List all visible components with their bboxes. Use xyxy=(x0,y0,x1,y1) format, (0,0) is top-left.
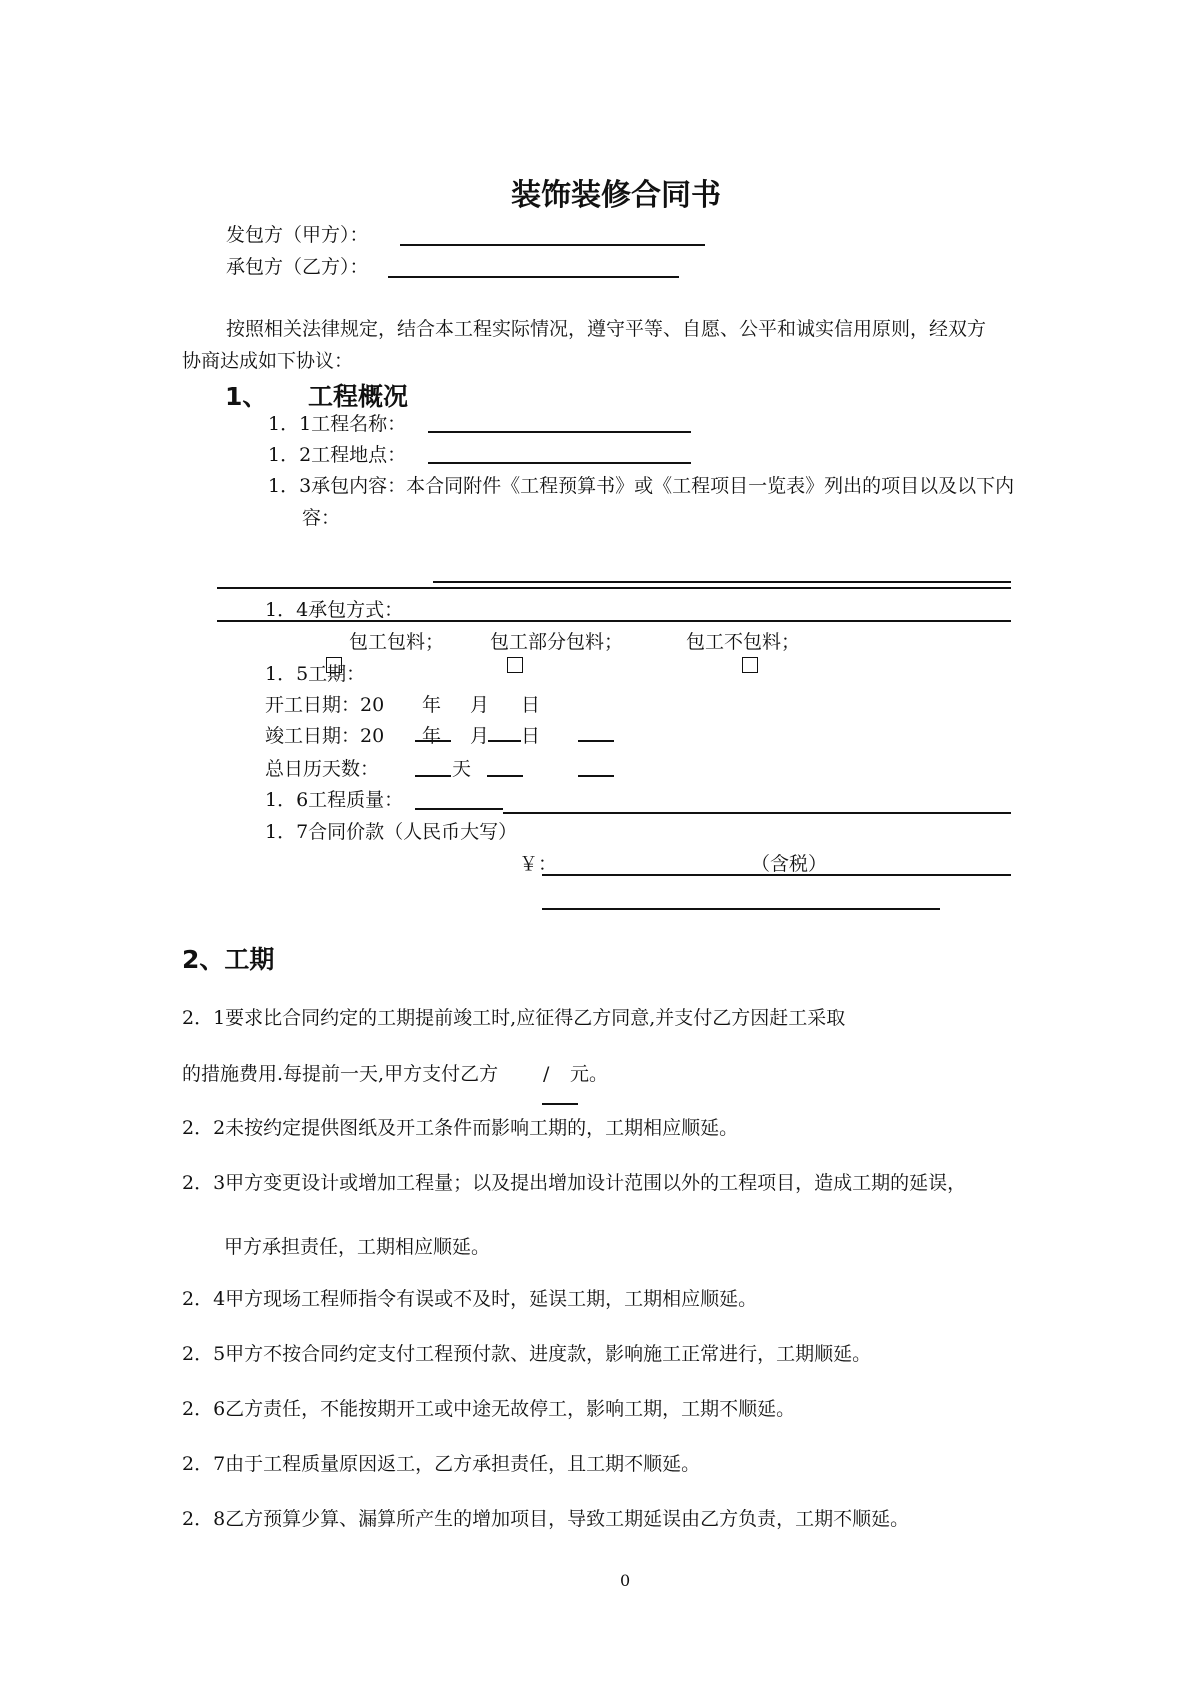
end-year-unit: 年 xyxy=(422,725,442,747)
end-year-blank[interactable] xyxy=(415,740,451,742)
option-labor-only: 包工不包料； xyxy=(686,631,801,653)
item-1-1-label: 1．1工程名称： xyxy=(268,413,407,435)
preamble-line-2: 协商达成如下协议： xyxy=(182,350,354,372)
party-a-blank[interactable] xyxy=(400,244,705,246)
item-1-3-line-2: 容： xyxy=(302,507,341,529)
item-2-4: 2．4甲方现场工程师指令有误或不及时，延误工期，工期相应顺延。 xyxy=(182,1288,758,1310)
party-b-blank[interactable] xyxy=(388,276,679,278)
yen-label: ￥： xyxy=(519,853,558,875)
section-2-heading: 2、工期 xyxy=(182,945,275,974)
quality-line xyxy=(503,812,1011,814)
item-2-3-line-1: 2．3甲方变更设计或增加工程量；以及提出增加设计范围以外的工程项目，造成工期的延误， xyxy=(182,1172,967,1194)
party-b-label: 承包方（乙方）： xyxy=(226,256,369,278)
item-2-5: 2．5甲方不按合同约定支付工程预付款、进度款，影响施工正常进行，工期顺延。 xyxy=(182,1343,872,1365)
item-2-1-unit: 元。 xyxy=(570,1063,609,1085)
preamble-line-1: 按照相关法律规定，结合本工程实际情况，遵守平等、自愿、公平和诚实信用原则，经双方 xyxy=(226,318,987,340)
item-2-3-line-2: 甲方承担责任，工期相应顺延。 xyxy=(224,1236,491,1258)
end-month-blank[interactable] xyxy=(488,740,521,742)
item-2-1-line-1: 2．1要求比合同约定的工期提前竣工时,应征得乙方同意,并支付乙方因赶工采取 xyxy=(182,1007,846,1029)
end-date-label: 竣工日期：20 xyxy=(265,725,385,747)
section-1-number: 1、 xyxy=(225,382,268,411)
end-month-unit: 月 xyxy=(470,725,490,747)
total-days-label: 总日历天数： xyxy=(265,758,380,780)
advance-amount-blank[interactable] xyxy=(542,1103,578,1105)
total-days-unit: 天 xyxy=(452,758,472,780)
option-labor-and-materials: 包工包料； xyxy=(349,631,445,653)
option-labor-partial-materials: 包工部分包料； xyxy=(490,631,624,653)
contract-scope-blank-2[interactable] xyxy=(217,587,1011,589)
page-title: 装饰装修合同书 xyxy=(511,178,721,213)
total-days-blank-3[interactable] xyxy=(578,775,614,777)
item-1-7-label: 1．7合同价款（人民币大写） xyxy=(265,821,518,843)
item-2-2: 2．2未按约定提供图纸及开工条件而影响工期的，工期相应顺延。 xyxy=(182,1117,739,1139)
item-2-7: 2．7由于工程质量原因返工，乙方承担责任，且工期不顺延。 xyxy=(182,1453,701,1475)
end-extra-blank[interactable] xyxy=(578,740,614,742)
item-2-6: 2．6乙方责任，不能按期开工或中途无故停工，影响工期，工期不顺延。 xyxy=(182,1398,796,1420)
start-day-unit: 日 xyxy=(521,694,541,716)
contract-method-line xyxy=(217,620,1011,622)
quality-blank[interactable] xyxy=(415,808,503,810)
item-1-6-label: 1．6工程质量： xyxy=(265,789,404,811)
item-1-2-label: 1．2工程地点： xyxy=(268,444,407,466)
item-2-1-amount: / xyxy=(543,1063,550,1085)
item-1-3-line-1: 1．3承包内容：本合同附件《工程预算书》或《工程项目一览表》列出的项目以及以下内 xyxy=(268,475,1015,497)
total-days-blank[interactable] xyxy=(415,775,451,777)
start-date-label: 开工日期：20 xyxy=(265,694,385,716)
item-2-8: 2．8乙方预算少算、漏算所产生的增加项目，导致工期延误由乙方负责，工期不顺延。 xyxy=(182,1508,910,1530)
total-days-blank-2[interactable] xyxy=(487,775,523,777)
contract-price-words-blank[interactable] xyxy=(542,908,940,910)
project-location-blank[interactable] xyxy=(428,462,691,464)
item-1-4-label: 1．4承包方式： xyxy=(265,599,404,621)
page-number: 0 xyxy=(620,1571,631,1590)
checkbox-labor-partial-materials[interactable] xyxy=(507,657,523,673)
contract-price-blank[interactable] xyxy=(542,874,1011,876)
tax-included-label: （含税） xyxy=(751,853,828,875)
party-a-label: 发包方（甲方）： xyxy=(226,224,369,246)
section-1-title: 工程概况 xyxy=(308,382,409,411)
start-year-unit: 年 xyxy=(422,694,442,716)
end-day-unit: 日 xyxy=(521,725,541,747)
item-1-5-label: 1．5工期： xyxy=(265,663,366,685)
contract-scope-blank-1[interactable] xyxy=(433,581,1011,583)
checkbox-labor-only[interactable] xyxy=(742,657,758,673)
start-month-unit: 月 xyxy=(470,694,490,716)
item-2-1-line-2: 的措施费用.每提前一天,甲方支付乙方 xyxy=(182,1063,499,1085)
project-name-blank[interactable] xyxy=(428,431,691,433)
